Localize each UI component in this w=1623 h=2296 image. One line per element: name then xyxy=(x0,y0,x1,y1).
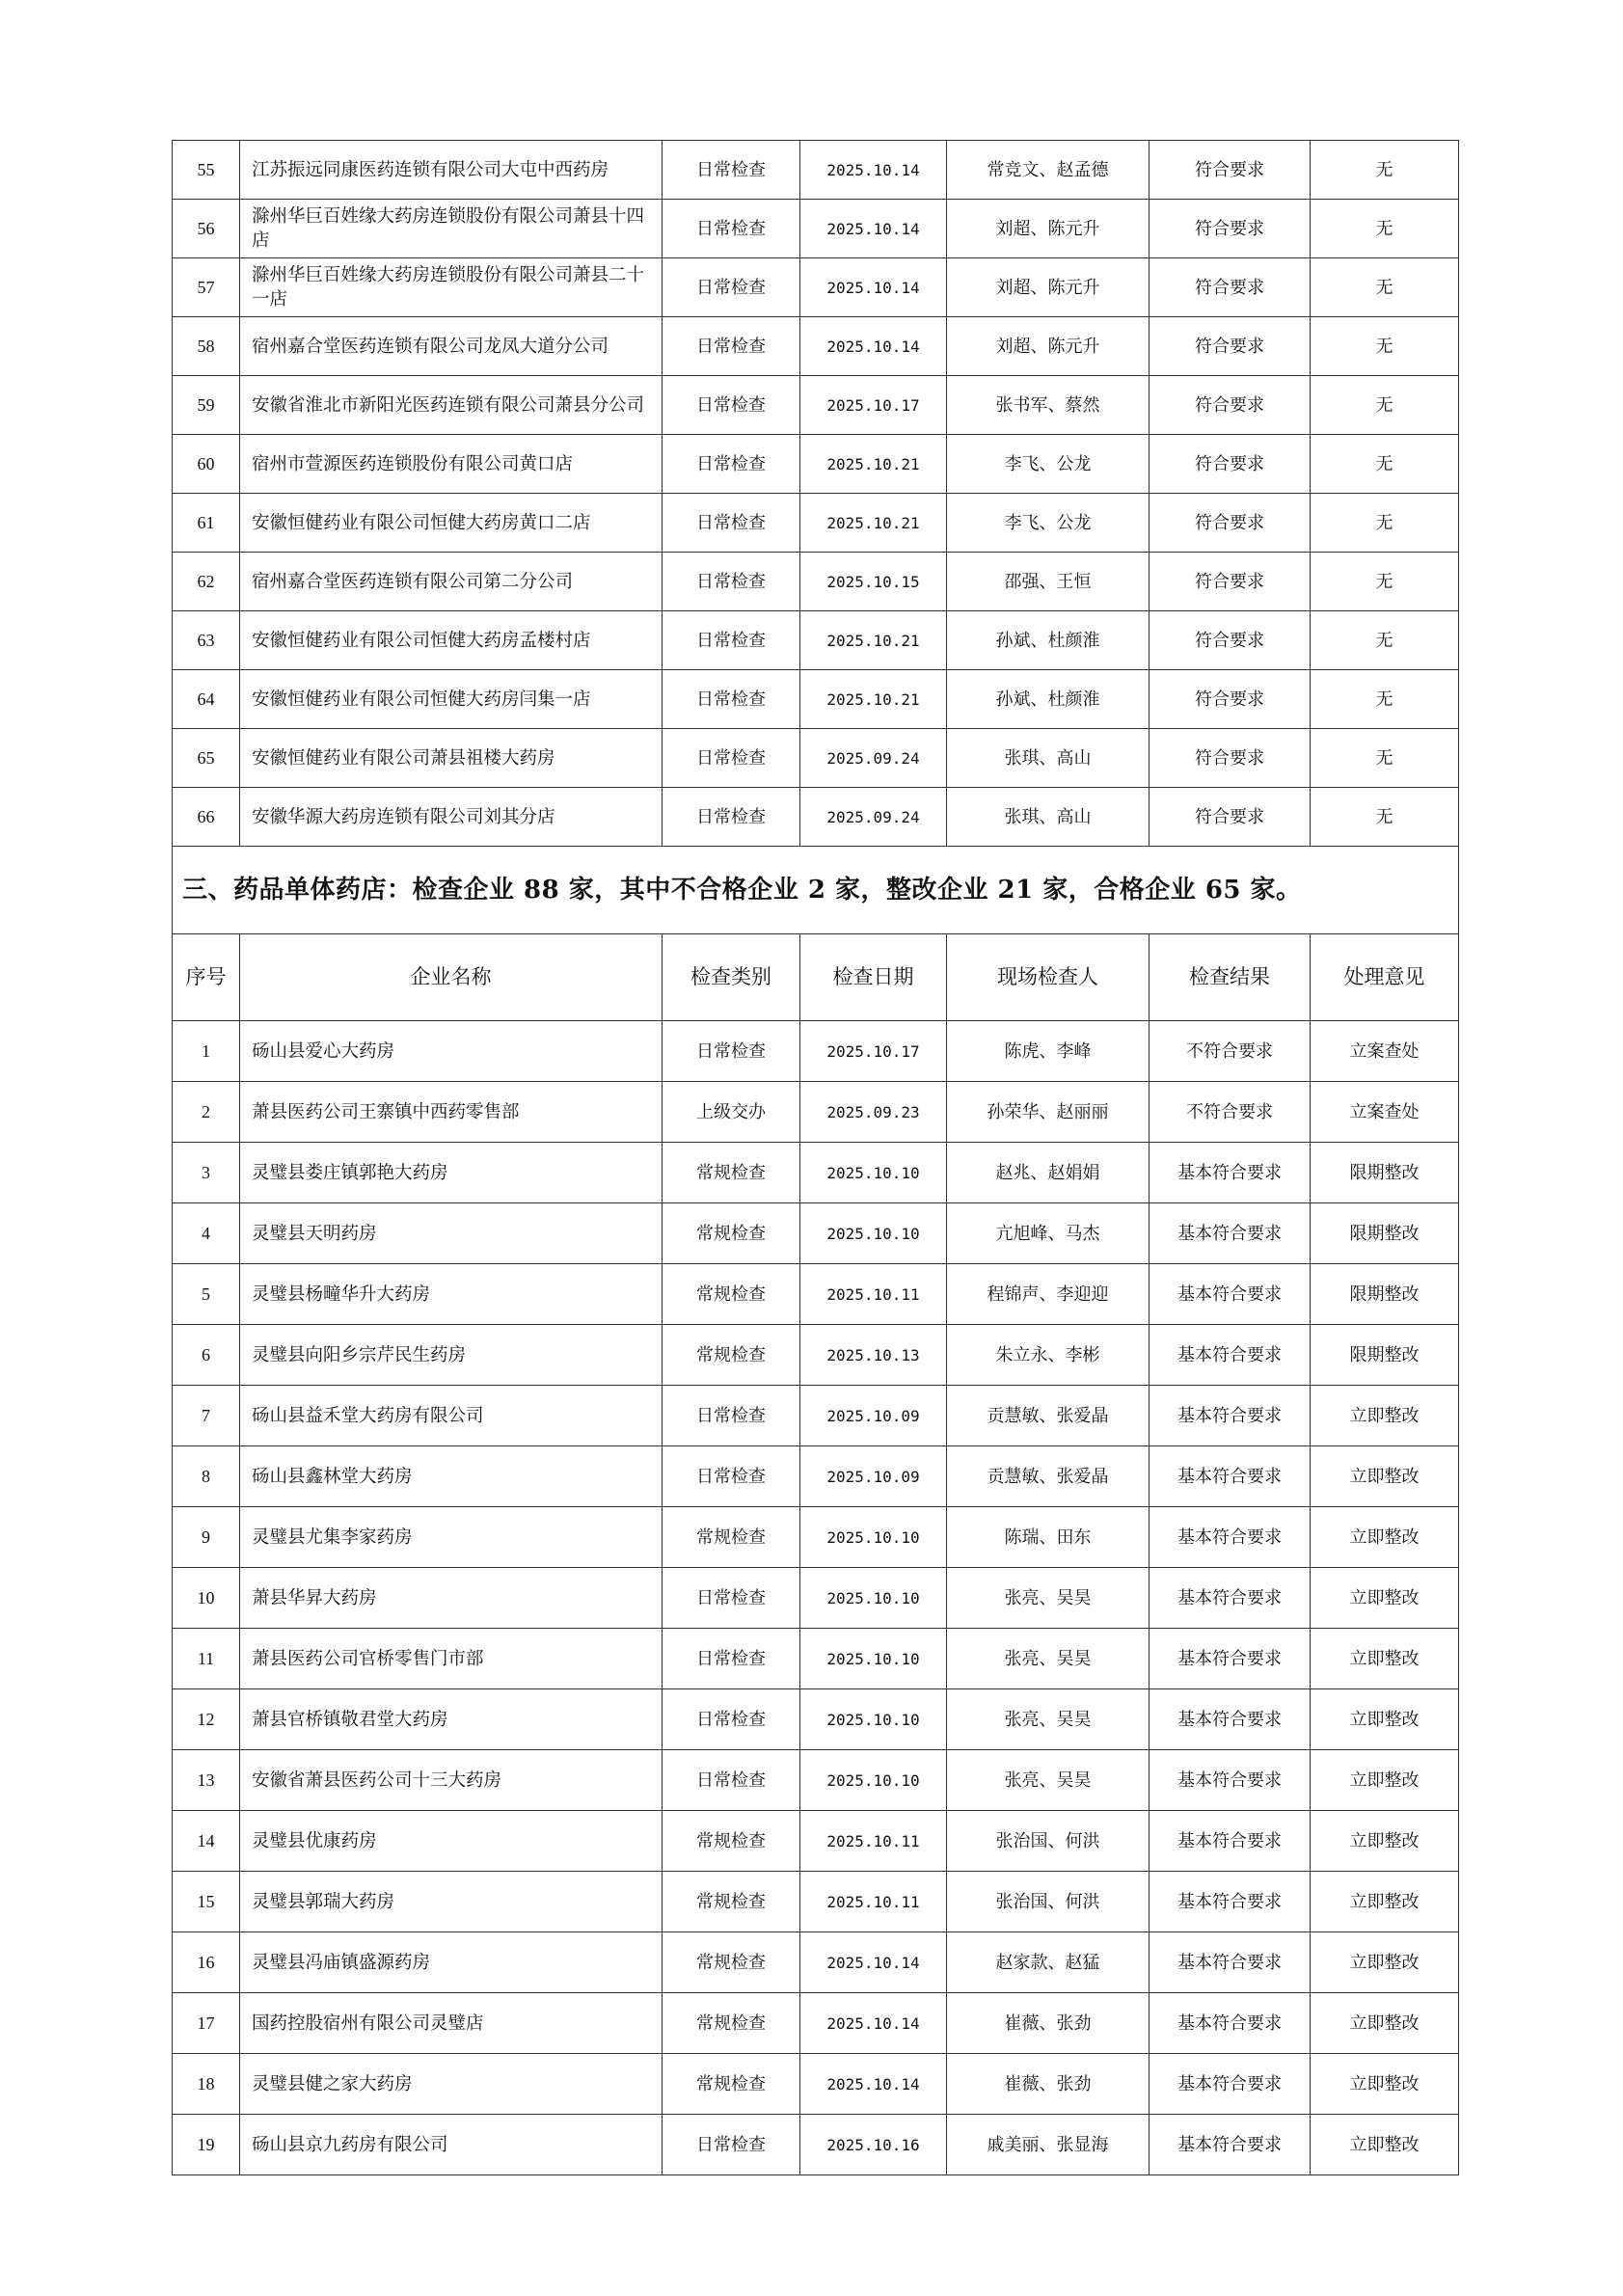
company-name-cell: 灵璧县优康药房 xyxy=(240,1811,663,1872)
inspectors-cell: 李飞、公龙 xyxy=(947,435,1150,494)
inspectors-cell: 赵家款、赵猛 xyxy=(947,1932,1150,1993)
inspection-type-cell: 常规检查 xyxy=(663,1993,800,2054)
company-name-cell: 灵璧县冯庙镇盛源药房 xyxy=(240,1932,663,1993)
inspection-type-cell: 日常检查 xyxy=(663,1629,800,1689)
inspection-type-cell: 日常检查 xyxy=(663,1386,800,1446)
inspection-date-cell: 2025.10.10 xyxy=(800,1750,947,1811)
inspection-result-cell: 基本符合要求 xyxy=(1150,1446,1311,1507)
inspection-result-cell: 基本符合要求 xyxy=(1150,1689,1311,1750)
inspection-type-cell: 日常检查 xyxy=(663,1446,800,1507)
inspection-result-cell: 符合要求 xyxy=(1150,435,1311,494)
table-row xyxy=(173,435,1459,494)
handling-opinion-cell: 立案查处 xyxy=(1311,1082,1459,1143)
company-name-cell: 萧县医药公司官桥零售门市部 xyxy=(240,1629,663,1689)
row-number-cell: 14 xyxy=(173,1811,240,1872)
inspection-result-cell: 基本符合要求 xyxy=(1150,1629,1311,1689)
inspection-result-cell: 基本符合要求 xyxy=(1150,2115,1311,2175)
company-name-cell: 安徽恒健药业有限公司萧县祖楼大药房 xyxy=(240,729,663,788)
table-row xyxy=(173,1993,1459,2054)
company-name-cell: 萧县医药公司王寨镇中西药零售部 xyxy=(240,1082,663,1143)
header-date: 检查日期 xyxy=(800,934,947,1021)
chain-store-rows xyxy=(173,141,1459,847)
handling-opinion-cell: 立即整改 xyxy=(1311,1568,1459,1629)
inspectors-cell: 常竞文、赵孟德 xyxy=(947,141,1150,200)
table-row xyxy=(173,1264,1459,1325)
inspection-date-cell: 2025.10.14 xyxy=(800,141,947,200)
inspection-date-cell: 2025.10.14 xyxy=(800,200,947,258)
inspectors-cell: 朱立永、李彬 xyxy=(947,1325,1150,1386)
row-number-cell: 66 xyxy=(173,788,240,847)
inspection-result-cell: 基本符合要求 xyxy=(1150,1325,1311,1386)
inspection-date-cell: 2025.09.23 xyxy=(800,1082,947,1143)
inspection-date-cell: 2025.10.11 xyxy=(800,1872,947,1932)
table-row xyxy=(173,1203,1459,1264)
inspection-result-cell: 不符合要求 xyxy=(1150,1021,1311,1082)
inspection-type-cell: 常规检查 xyxy=(663,1811,800,1872)
inspectors-cell: 张书军、蔡然 xyxy=(947,376,1150,435)
header-type: 检查类别 xyxy=(663,934,800,1021)
table-row xyxy=(173,1446,1459,1507)
row-number-cell: 12 xyxy=(173,1689,240,1750)
inspectors-cell: 刘超、陈元升 xyxy=(947,200,1150,258)
inspection-date-cell: 2025.10.10 xyxy=(800,1629,947,1689)
table-row xyxy=(173,553,1459,611)
inspectors-cell: 亢旭峰、马杰 xyxy=(947,1203,1150,1264)
table-row xyxy=(173,1143,1459,1203)
inspection-date-cell: 2025.09.24 xyxy=(800,729,947,788)
inspection-type-cell: 日常检查 xyxy=(663,553,800,611)
inspectors-cell: 孙斌、杜颜淮 xyxy=(947,670,1150,729)
inspectors-cell: 刘超、陈元升 xyxy=(947,258,1150,317)
handling-opinion-cell: 无 xyxy=(1311,376,1459,435)
inspection-date-cell: 2025.10.14 xyxy=(800,258,947,317)
table-row xyxy=(173,1386,1459,1446)
table-row xyxy=(173,1325,1459,1386)
inspectors-cell: 赵兆、赵娟娟 xyxy=(947,1143,1150,1203)
table-row xyxy=(173,1750,1459,1811)
inspection-date-cell: 2025.10.21 xyxy=(800,494,947,553)
table-row xyxy=(173,1811,1459,1872)
inspection-type-cell: 日常检查 xyxy=(663,2115,800,2175)
inspection-result-cell: 符合要求 xyxy=(1150,553,1311,611)
header-result: 检查结果 xyxy=(1150,934,1311,1021)
table-row xyxy=(173,611,1459,670)
row-number-cell: 56 xyxy=(173,200,240,258)
inspectors-cell: 陈瑞、田东 xyxy=(947,1507,1150,1568)
row-number-cell: 1 xyxy=(173,1021,240,1082)
handling-opinion-cell: 限期整改 xyxy=(1311,1203,1459,1264)
inspection-result-cell: 符合要求 xyxy=(1150,494,1311,553)
inspection-date-cell: 2025.10.09 xyxy=(800,1446,947,1507)
company-name-cell: 灵璧县尤集李家药房 xyxy=(240,1507,663,1568)
company-name-cell: 萧县华昇大药房 xyxy=(240,1568,663,1629)
inspection-type-cell: 常规检查 xyxy=(663,1143,800,1203)
inspection-date-cell: 2025.10.14 xyxy=(800,1993,947,2054)
inspection-result-cell: 基本符合要求 xyxy=(1150,1264,1311,1325)
inspectors-cell: 张亮、吴昊 xyxy=(947,1568,1150,1629)
table-row xyxy=(173,494,1459,553)
inspection-type-cell: 常规检查 xyxy=(663,1264,800,1325)
inspectors-cell: 孙斌、杜颜淮 xyxy=(947,611,1150,670)
handling-opinion-cell: 立即整改 xyxy=(1311,1446,1459,1507)
table-row xyxy=(173,1082,1459,1143)
inspection-type-cell: 日常检查 xyxy=(663,494,800,553)
inspection-type-cell: 日常检查 xyxy=(663,435,800,494)
handling-opinion-cell: 立即整改 xyxy=(1311,1872,1459,1932)
handling-opinion-cell: 立即整改 xyxy=(1311,1993,1459,2054)
handling-opinion-cell: 立即整改 xyxy=(1311,1750,1459,1811)
inspection-result-cell: 符合要求 xyxy=(1150,200,1311,258)
inspection-result-cell: 符合要求 xyxy=(1150,729,1311,788)
handling-opinion-cell: 无 xyxy=(1311,553,1459,611)
handling-opinion-cell: 无 xyxy=(1311,141,1459,200)
company-name-cell: 砀山县爱心大药房 xyxy=(240,1021,663,1082)
inspection-result-cell: 符合要求 xyxy=(1150,141,1311,200)
inspection-date-cell: 2025.09.24 xyxy=(800,788,947,847)
section-title: 三、药品单体药店：检查企业 88 家，其中不合格企业 2 家，整改企业 21 家，合格企业 65 家。 xyxy=(173,847,1459,934)
table-row xyxy=(173,258,1459,317)
inspection-result-cell: 符合要求 xyxy=(1150,258,1311,317)
table-row xyxy=(173,141,1459,200)
inspectors-cell: 张琪、高山 xyxy=(947,788,1150,847)
company-name-cell: 安徽恒健药业有限公司恒健大药房闫集一店 xyxy=(240,670,663,729)
company-name-cell: 安徽恒健药业有限公司恒健大药房黄口二店 xyxy=(240,494,663,553)
inspection-type-cell: 常规检查 xyxy=(663,1507,800,1568)
inspectors-cell: 张治国、何洪 xyxy=(947,1872,1150,1932)
document-page xyxy=(172,140,1458,2175)
row-number-cell: 59 xyxy=(173,376,240,435)
inspection-date-cell: 2025.10.11 xyxy=(800,1811,947,1872)
handling-opinion-cell: 无 xyxy=(1311,611,1459,670)
handling-opinion-cell: 立即整改 xyxy=(1311,1811,1459,1872)
row-number-cell: 57 xyxy=(173,258,240,317)
inspection-type-cell: 日常检查 xyxy=(663,1689,800,1750)
handling-opinion-cell: 限期整改 xyxy=(1311,1143,1459,1203)
row-number-cell: 55 xyxy=(173,141,240,200)
row-number-cell: 65 xyxy=(173,729,240,788)
handling-opinion-cell: 立即整改 xyxy=(1311,1629,1459,1689)
inspectors-cell: 贡慧敏、张爱晶 xyxy=(947,1446,1150,1507)
inspection-type-cell: 日常检查 xyxy=(663,729,800,788)
row-number-cell: 58 xyxy=(173,317,240,376)
handling-opinion-cell: 无 xyxy=(1311,435,1459,494)
row-number-cell: 16 xyxy=(173,1932,240,1993)
inspection-date-cell: 2025.10.16 xyxy=(800,2115,947,2175)
inspection-result-cell: 基本符合要求 xyxy=(1150,1386,1311,1446)
inspection-result-cell: 符合要求 xyxy=(1150,670,1311,729)
company-name-cell: 宿州嘉合堂医药连锁有限公司龙凤大道分公司 xyxy=(240,317,663,376)
handling-opinion-cell: 无 xyxy=(1311,788,1459,847)
company-name-cell: 灵璧县天明药房 xyxy=(240,1203,663,1264)
inspection-date-cell: 2025.10.21 xyxy=(800,611,947,670)
handling-opinion-cell: 限期整改 xyxy=(1311,1325,1459,1386)
inspection-result-cell: 基本符合要求 xyxy=(1150,1203,1311,1264)
inspection-result-cell: 符合要求 xyxy=(1150,317,1311,376)
row-number-cell: 63 xyxy=(173,611,240,670)
inspection-type-cell: 常规检查 xyxy=(663,2054,800,2115)
company-name-cell: 灵璧县健之家大药房 xyxy=(240,2054,663,2115)
inspection-type-cell: 日常检查 xyxy=(663,611,800,670)
company-name-cell: 砀山县益禾堂大药房有限公司 xyxy=(240,1386,663,1446)
company-name-cell: 安徽省萧县医药公司十三大药房 xyxy=(240,1750,663,1811)
table-row xyxy=(173,729,1459,788)
row-number-cell: 2 xyxy=(173,1082,240,1143)
inspection-date-cell: 2025.10.10 xyxy=(800,1143,947,1203)
company-name-cell: 灵璧县杨疃华升大药房 xyxy=(240,1264,663,1325)
handling-opinion-cell: 立即整改 xyxy=(1311,1932,1459,1993)
row-number-cell: 5 xyxy=(173,1264,240,1325)
inspection-result-cell: 基本符合要求 xyxy=(1150,1507,1311,1568)
company-name-cell: 安徽恒健药业有限公司恒健大药房孟楼村店 xyxy=(240,611,663,670)
table-row xyxy=(173,317,1459,376)
inspectors-cell: 刘超、陈元升 xyxy=(947,317,1150,376)
company-name-cell: 灵璧县娄庄镇郭艳大药房 xyxy=(240,1143,663,1203)
inspection-type-cell: 日常检查 xyxy=(663,1568,800,1629)
handling-opinion-cell: 无 xyxy=(1311,200,1459,258)
handling-opinion-cell: 无 xyxy=(1311,258,1459,317)
table-row xyxy=(173,2054,1459,2115)
company-name-cell: 国药控股宿州有限公司灵璧店 xyxy=(240,1993,663,2054)
table-row xyxy=(173,1872,1459,1932)
row-number-cell: 62 xyxy=(173,553,240,611)
row-number-cell: 9 xyxy=(173,1507,240,1568)
inspectors-cell: 张亮、吴昊 xyxy=(947,1750,1150,1811)
inspection-type-cell: 日常检查 xyxy=(663,670,800,729)
inspection-result-cell: 基本符合要求 xyxy=(1150,1811,1311,1872)
inspection-date-cell: 2025.10.17 xyxy=(800,376,947,435)
single-store-section xyxy=(173,847,1459,1021)
table-row xyxy=(173,376,1459,435)
handling-opinion-cell: 无 xyxy=(1311,729,1459,788)
section-heading-row xyxy=(173,847,1459,934)
inspection-date-cell: 2025.10.10 xyxy=(800,1568,947,1629)
inspection-type-cell: 常规检查 xyxy=(663,1325,800,1386)
inspection-result-cell: 基本符合要求 xyxy=(1150,1143,1311,1203)
row-number-cell: 10 xyxy=(173,1568,240,1629)
handling-opinion-cell: 立即整改 xyxy=(1311,1507,1459,1568)
inspection-result-cell: 不符合要求 xyxy=(1150,1082,1311,1143)
row-number-cell: 18 xyxy=(173,2054,240,2115)
inspectors-cell: 邵强、王恒 xyxy=(947,553,1150,611)
handling-opinion-cell: 立案查处 xyxy=(1311,1021,1459,1082)
inspection-date-cell: 2025.10.14 xyxy=(800,1932,947,1993)
inspection-result-cell: 基本符合要求 xyxy=(1150,1568,1311,1629)
row-number-cell: 61 xyxy=(173,494,240,553)
inspection-result-cell: 基本符合要求 xyxy=(1150,1993,1311,2054)
inspectors-cell: 陈虎、李峰 xyxy=(947,1021,1150,1082)
header-no: 序号 xyxy=(173,934,240,1021)
inspection-type-cell: 日常检查 xyxy=(663,788,800,847)
row-number-cell: 17 xyxy=(173,1993,240,2054)
inspection-date-cell: 2025.10.14 xyxy=(800,317,947,376)
header-action: 处理意见 xyxy=(1311,934,1459,1021)
company-name-cell: 滁州华巨百姓缘大药房连锁股份有限公司萧县十四店 xyxy=(240,200,663,258)
inspection-type-cell: 常规检查 xyxy=(663,1932,800,1993)
handling-opinion-cell: 立即整改 xyxy=(1311,2115,1459,2175)
inspection-result-cell: 基本符合要求 xyxy=(1150,1932,1311,1993)
row-number-cell: 4 xyxy=(173,1203,240,1264)
single-store-rows xyxy=(173,1021,1459,2175)
table-row xyxy=(173,200,1459,258)
inspection-date-cell: 2025.10.14 xyxy=(800,2054,947,2115)
inspection-table xyxy=(172,140,1459,2175)
row-number-cell: 60 xyxy=(173,435,240,494)
inspectors-cell: 张治国、何洪 xyxy=(947,1811,1150,1872)
table-row xyxy=(173,788,1459,847)
inspectors-cell: 孙荣华、赵丽丽 xyxy=(947,1082,1150,1143)
table-row xyxy=(173,670,1459,729)
table-row xyxy=(173,1568,1459,1629)
handling-opinion-cell: 无 xyxy=(1311,494,1459,553)
table-row xyxy=(173,1629,1459,1689)
inspection-date-cell: 2025.10.10 xyxy=(800,1689,947,1750)
handling-opinion-cell: 立即整改 xyxy=(1311,1386,1459,1446)
row-number-cell: 15 xyxy=(173,1872,240,1932)
inspection-date-cell: 2025.10.11 xyxy=(800,1264,947,1325)
header-inspectors: 现场检查人 xyxy=(947,934,1150,1021)
company-name-cell: 安徽华源大药房连锁有限公司刘其分店 xyxy=(240,788,663,847)
company-name-cell: 灵璧县郭瑞大药房 xyxy=(240,1872,663,1932)
company-name-cell: 萧县官桥镇敬君堂大药房 xyxy=(240,1689,663,1750)
inspectors-cell: 张亮、吴昊 xyxy=(947,1689,1150,1750)
inspection-date-cell: 2025.10.09 xyxy=(800,1386,947,1446)
inspection-type-cell: 日常检查 xyxy=(663,200,800,258)
inspection-result-cell: 符合要求 xyxy=(1150,376,1311,435)
inspectors-cell: 贡慧敏、张爱晶 xyxy=(947,1386,1150,1446)
inspection-date-cell: 2025.10.10 xyxy=(800,1203,947,1264)
inspection-type-cell: 日常检查 xyxy=(663,1021,800,1082)
row-number-cell: 64 xyxy=(173,670,240,729)
handling-opinion-cell: 立即整改 xyxy=(1311,1689,1459,1750)
table-row xyxy=(173,2115,1459,2175)
company-name-cell: 江苏振远同康医药连锁有限公司大屯中西药房 xyxy=(240,141,663,200)
inspection-date-cell: 2025.10.15 xyxy=(800,553,947,611)
row-number-cell: 3 xyxy=(173,1143,240,1203)
inspectors-cell: 张亮、吴昊 xyxy=(947,1629,1150,1689)
inspection-type-cell: 上级交办 xyxy=(663,1082,800,1143)
inspectors-cell: 戚美丽、张显海 xyxy=(947,2115,1150,2175)
inspectors-cell: 张琪、高山 xyxy=(947,729,1150,788)
handling-opinion-cell: 无 xyxy=(1311,670,1459,729)
row-number-cell: 11 xyxy=(173,1629,240,1689)
inspection-result-cell: 基本符合要求 xyxy=(1150,1750,1311,1811)
inspection-result-cell: 基本符合要求 xyxy=(1150,1872,1311,1932)
inspection-type-cell: 日常检查 xyxy=(663,141,800,200)
inspection-date-cell: 2025.10.17 xyxy=(800,1021,947,1082)
inspection-result-cell: 符合要求 xyxy=(1150,788,1311,847)
row-number-cell: 13 xyxy=(173,1750,240,1811)
company-name-cell: 宿州市萱源医药连锁股份有限公司黄口店 xyxy=(240,435,663,494)
table-row xyxy=(173,1507,1459,1568)
company-name-cell: 滁州华巨百姓缘大药房连锁股份有限公司萧县二十一店 xyxy=(240,258,663,317)
header-name: 企业名称 xyxy=(240,934,663,1021)
company-name-cell: 安徽省淮北市新阳光医药连锁有限公司萧县分公司 xyxy=(240,376,663,435)
handling-opinion-cell: 限期整改 xyxy=(1311,1264,1459,1325)
company-name-cell: 砀山县京九药房有限公司 xyxy=(240,2115,663,2175)
inspection-date-cell: 2025.10.21 xyxy=(800,435,947,494)
inspection-type-cell: 日常检查 xyxy=(663,258,800,317)
inspection-type-cell: 日常检查 xyxy=(663,317,800,376)
inspection-result-cell: 基本符合要求 xyxy=(1150,2054,1311,2115)
inspectors-cell: 崔薇、张劲 xyxy=(947,2054,1150,2115)
inspection-date-cell: 2025.10.21 xyxy=(800,670,947,729)
table-row xyxy=(173,1021,1459,1082)
row-number-cell: 8 xyxy=(173,1446,240,1507)
inspection-date-cell: 2025.10.10 xyxy=(800,1507,947,1568)
row-number-cell: 7 xyxy=(173,1386,240,1446)
table-header-row xyxy=(173,934,1459,1021)
inspection-type-cell: 日常检查 xyxy=(663,376,800,435)
row-number-cell: 19 xyxy=(173,2115,240,2175)
inspectors-cell: 崔薇、张劲 xyxy=(947,1993,1150,2054)
inspectors-cell: 程锦声、李迎迎 xyxy=(947,1264,1150,1325)
inspection-type-cell: 常规检查 xyxy=(663,1203,800,1264)
inspection-result-cell: 符合要求 xyxy=(1150,611,1311,670)
table-row xyxy=(173,1689,1459,1750)
handling-opinion-cell: 立即整改 xyxy=(1311,2054,1459,2115)
handling-opinion-cell: 无 xyxy=(1311,317,1459,376)
row-number-cell: 6 xyxy=(173,1325,240,1386)
inspection-type-cell: 常规检查 xyxy=(663,1872,800,1932)
company-name-cell: 砀山县鑫林堂大药房 xyxy=(240,1446,663,1507)
table-row xyxy=(173,1932,1459,1993)
inspection-date-cell: 2025.10.13 xyxy=(800,1325,947,1386)
inspection-type-cell: 日常检查 xyxy=(663,1750,800,1811)
company-name-cell: 宿州嘉合堂医药连锁有限公司第二分公司 xyxy=(240,553,663,611)
company-name-cell: 灵璧县向阳乡宗芹民生药房 xyxy=(240,1325,663,1386)
inspectors-cell: 李飞、公龙 xyxy=(947,494,1150,553)
